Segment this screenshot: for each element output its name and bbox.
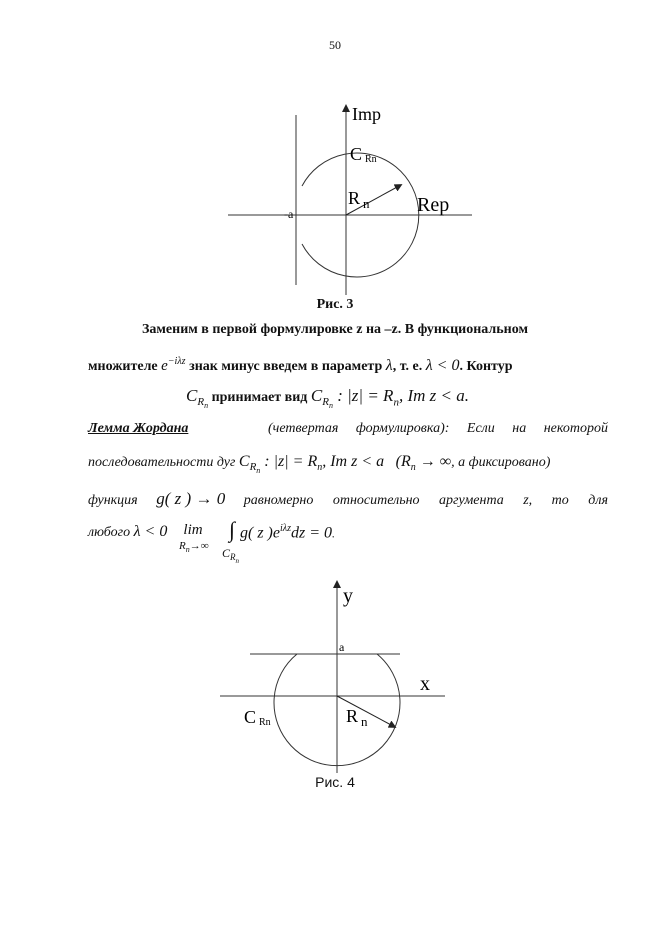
exp-factor: $e^{-i\lambda z}$ — [161, 356, 186, 374]
axis-label-imp: Imp — [352, 104, 381, 124]
text1-line3 — [186, 386, 469, 411]
radius-label: R — [348, 188, 361, 208]
lemma-title: Лемма Жордана — [88, 421, 189, 436]
lemma-lambda-cond: λ < 0 — [133, 523, 168, 540]
text1-l2d: . Контур — [459, 359, 513, 374]
radius-label-2: R — [346, 706, 359, 726]
contour-label: C — [350, 144, 363, 164]
contour-sub: Rn — [365, 154, 377, 165]
radius-sub: n — [363, 196, 370, 211]
contour-symbol: $C_{R_n}$ — [186, 386, 209, 411]
lemma-line1 — [88, 422, 608, 436]
lemma-contour-formula: $C_{R_n}$ : $|z| = R_n$, Im z < a — [238, 453, 385, 476]
lemma-l2a: последовательности дуг — [88, 455, 236, 470]
lemma-l3b: равномерно относительно аргумента z, то для — [243, 493, 608, 508]
integral-sign: ∫ — [229, 517, 236, 542]
lemma-line4 — [88, 524, 167, 540]
lemma-line2 — [88, 454, 550, 475]
lemma-line3 — [88, 490, 608, 508]
lambda: λ — [385, 357, 393, 374]
page-number: 50 — [329, 38, 341, 52]
integrand: g( z )$e^{i\lambda z}dz = 0$. — [240, 523, 336, 542]
axis-label-y: y — [343, 585, 353, 607]
contour-label-2: C — [244, 707, 257, 727]
lim-symbol: lim — [183, 522, 203, 538]
text1-l2a: множителе — [88, 359, 158, 374]
lemma-limit-cond: ($R_n$ → ∞ — [395, 453, 452, 474]
tick-minus-a: -a — [284, 207, 294, 221]
figure-1-caption: Рис. 3 — [316, 297, 354, 312]
contour-sub-2: Rn — [259, 717, 271, 728]
lemma-l2-tail: , а фиксировано) — [451, 455, 551, 470]
axis-label-rep: Rep — [417, 194, 450, 216]
contour-formula: $C_{R_n}$ : $|z| = R_n$, Im z < a. — [310, 386, 469, 411]
lemma-l3a: функция — [88, 493, 138, 508]
figure-2-caption: Рис. 4 — [315, 774, 355, 790]
lim-subscript: $R_n\to\infty$ — [179, 540, 209, 555]
lemma-g-formula: g( z ) → 0 — [156, 489, 226, 508]
text1-line1: Заменим в первой формулировке z на –z. В функциональном — [142, 322, 528, 337]
tick-a: a — [339, 640, 345, 654]
integral-subscript: $C_{R_n}$ — [222, 546, 240, 566]
text1-l2b: знак минус введем в параметр — [189, 359, 383, 374]
figure-2 — [215, 578, 465, 778]
text1-l2c: , т. е. — [392, 359, 423, 374]
radius-sub-2: n — [361, 714, 368, 729]
lemma-l4a: любого — [88, 525, 131, 540]
text1-l3a: принимает вид — [211, 390, 308, 405]
lemma-l1-rest: (четвертая формулировка): Если на некоторой — [267, 421, 608, 436]
axis-label-x: x — [420, 673, 430, 695]
lambda-condition: λ < 0 — [425, 357, 460, 374]
text1-line2 — [88, 356, 512, 375]
figure-1 — [220, 100, 480, 300]
